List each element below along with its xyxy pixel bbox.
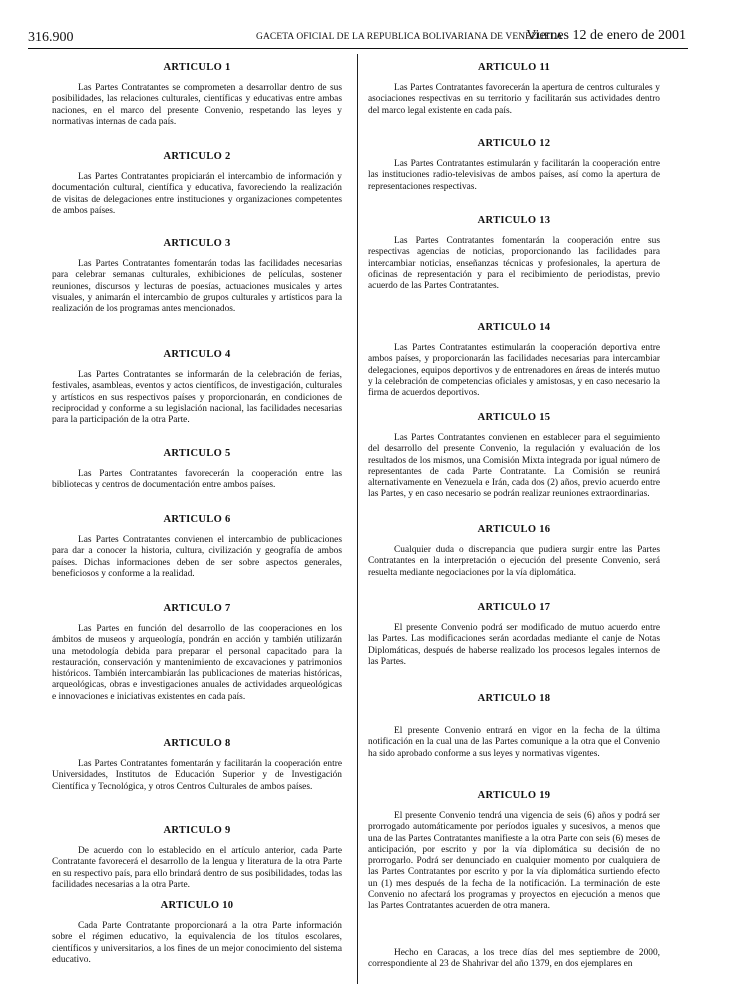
article-title: ARTICULO 8 (163, 738, 231, 749)
article-text: Las Partes Contratantes convienen el intercambio de publicaciones para dar a conocer la historia, cultura, civilización y geografía de ambos países. Dichas informaciones deben de ser sobre aspectos generales, beneficiosos y conforme a la realidad. (52, 535, 342, 579)
article-5 (52, 448, 342, 492)
article-title: ARTICULO 13 (477, 215, 551, 226)
article-17 (368, 602, 660, 668)
article-7 (52, 603, 342, 703)
article-11 (368, 62, 660, 117)
page-header (28, 28, 688, 49)
article-text: Cualquier duda o discrepancia que pudiera surgir entre las Partes Contratantes en la interpretación o ejecución del presente Convenio, será resuelta mediante negociaciones por la vía diplomática. (368, 545, 660, 578)
article-10 (52, 900, 342, 966)
article-13 (368, 215, 660, 292)
article-title: ARTICULO 10 (160, 900, 234, 911)
article-title: ARTICULO 15 (477, 412, 551, 423)
article-14 (368, 322, 660, 399)
article-19 (368, 790, 660, 913)
article-text: Las Partes Contratantes fomentarán todas las facilidades necesarias para celebrar semanas culturales, exhibiciones de películas, sostener reuniones, discursos y lecturas de poesías, actuaciones musicales y artes visuales, y animarán el intercambio de grupos culturales y artísticos para la realización de los programas antes mencionados. (52, 259, 342, 315)
article-text: El presente Convenio podrá ser modificado de mutuo acuerdo entre las Partes. Las modificaciones serán acordadas mediante el canje de Notas Diplomáticas, después de haberse realizado los procesos legales internos de las Partes. (368, 623, 660, 667)
article-3 (52, 238, 342, 315)
article-12 (368, 138, 660, 193)
article-title: ARTICULO 12 (477, 138, 551, 149)
article-title: ARTICULO 9 (163, 825, 231, 836)
article-text: Las Partes Contratantes favorecerán la cooperación entre las bibliotecas y centros de documentación entre ambos países. (52, 469, 342, 491)
article-title: ARTICULO 2 (163, 151, 231, 162)
article-6 (52, 514, 342, 580)
article-title: ARTICULO 3 (163, 238, 231, 249)
article-15 (368, 412, 660, 501)
article-text: Cada Parte Contratante proporcionará a la otra Parte información sobre el régimen educativo, la equivalencia de los títulos escolares, científicos y universitarios, a los fines de un mejor conocimiento del sistema educativo. (52, 921, 342, 965)
article-text: Las Partes Contratantes fomentarán y facilitarán la cooperación entre Universidades, Institutos de Educación Superior y de Investigación Científica y Tecnológica, y otros Centros Culturales de ambos países. (52, 759, 342, 792)
article-title: ARTICULO 17 (477, 602, 551, 613)
publication-title: GACETA OFICIAL DE LA REPUBLICA BOLIVARIANA DE VENEZUELA (256, 32, 563, 42)
issue-date: Viernes 12 de enero de 2001 (526, 28, 686, 43)
article-16 (368, 524, 660, 579)
article-text: El presente Convenio tendrá una vigencia de seis (6) años y podrá ser prorrogado automáticamente por períodos iguales y sucesivos, a menos que una de las Partes Contratantes manifieste a la otra Parte con seis (6) meses de anticipación, por escrito y por la vía diplomática su decisión de no prorrogarlo. Podrá ser denunciado en cualquier momento por cualquiera de las Partes Contratantes por escrito y por la vía diplomática surtiendo efecto un (1) mes después de la fecha de la notificación. La terminación de este Convenio no afectará los programas y proyectos en ejecución a menos que las Partes Contratantes acuerden de otra manera. (368, 811, 660, 912)
article-text: Las Partes en función del desarrollo de las cooperaciones en los ámbitos de museos y arqueología, pondrán en acción y también utilizarán una metodología debida para preparar el personal capacitado para la restauración, conservación y mantenimiento de excavaciones y patrimonios históricos. También intercambiarán las publicaciones de materias históricas, arqueológicas, obras e investigaciones anuales de actividades arqueológicas e innovaciones e iniciativas existentes en cada país. (52, 624, 342, 702)
article-2 (52, 151, 342, 217)
article-title: ARTICULO 19 (477, 790, 551, 801)
article-text: Las Partes Contratantes se informarán de la celebración de ferias, festivales, asambleas, eventos y actos científicos, de investigación, culturales y artísticos en sus respectivos países y proporcionarán, en condiciones de reciprocidad y conforme a su legislación nacional, las facilidades necesarias para la participación de la otra Parte. (52, 370, 342, 426)
article-title: ARTICULO 14 (477, 322, 551, 333)
article-title: ARTICULO 7 (163, 603, 231, 614)
article-4 (52, 349, 342, 426)
article-title: ARTICULO 11 (477, 62, 551, 73)
article-title: ARTICULO 4 (163, 349, 231, 360)
article-text: Las Partes Contratantes se comprometen a desarrollar dentro de sus posibilidades, las relaciones culturales, científicas y educativas entre ambas naciones, en el marco del presente Convenio, respetando las leyes y normativas internas de cada país. (52, 83, 342, 127)
article-18 (368, 693, 660, 760)
article-text: El presente Convenio entrará en vigor en la fecha de la última notificación en la cual una de las Partes comunique a la otra que el Convenio ha sido aprobado conforme a sus leyes y normativas vigentes. (368, 726, 660, 759)
article-text: Las Partes Contratantes estimularán la cooperación deportiva entre ambos países, y proporcionarán las facilidades necesarias para intercambiar delegaciones, equipos deportivos y de entrenadores en áreas de interés mutuo y la celebración de competencias oficiales y amistosas, y en caso necesario la firma de acuerdos deportivos. (368, 343, 660, 399)
article-title: ARTICULO 1 (163, 62, 231, 73)
article-title: ARTICULO 5 (163, 448, 231, 459)
article-9 (52, 825, 342, 891)
article-text: Las Partes Contratantes fomentarán la cooperación entre sus respectivas agencias de noticias, proporcionando las facilidades para intercambiar noticias, enseñanzas técnicas y profesionales, la apertura de oficinas de representación y para el recibimiento de periodistas, previo acuerdo de las Partes Contratantes. (368, 236, 660, 292)
closing-text: Hecho en Caracas, a los trece días del mes septiembre de 2000, correspondiente al 23 de Shahrivar del año 1379, en dos ejemplares en (368, 948, 660, 970)
article-title: ARTICULO 16 (477, 524, 551, 535)
article-text: De acuerdo con lo establecido en el artículo anterior, cada Parte Contratante favorecerá el desarrollo de la lengua y literatura de la otra Parte en su respectivo país, para ello brindará dentro de sus posibilidades, todas las facilidades necesarias a la otra Parte. (52, 846, 342, 890)
article-text: Las Partes Contratantes propiciarán el intercambio de información y documentación cultural, científica y educativa, favoreciendo la realización de visitas de delegaciones entre instituciones y organizaciones competentes de ambos países. (52, 172, 342, 216)
article-1 (52, 62, 342, 128)
article-8 (52, 738, 342, 793)
article-text: Las Partes Contratantes favorecerán la apertura de centros culturales y asociaciones respectivas en su territorio y facilitarán sus actividades dentro del marco legal existente en cada país. (368, 83, 660, 116)
article-text: Las Partes Contratantes estimularán y facilitarán la cooperación entre las instituciones radio-televisivas de ambos países, así como la apertura de representaciones respectivas. (368, 159, 660, 192)
closing-paragraph (368, 948, 660, 971)
article-title: ARTICULO 18 (477, 693, 551, 704)
article-title: ARTICULO 6 (163, 514, 231, 525)
column-divider (357, 54, 358, 984)
article-text: Las Partes Contratantes convienen en establecer para el seguimiento del desarrollo del presente Convenio, la regulación y evaluación de los resultados de los mismos, una Comisión Mixta integrada por igual número de representantes de cada Parte Contratante. La Comisión se reunirá alternativamente en Venezuela e Irán, cada dos (2) años, previo acuerdo entre las Partes, y en caso necesario se podrán realizar reuniones extraordinarias. (368, 433, 660, 500)
page-number: 316.900 (28, 30, 74, 45)
